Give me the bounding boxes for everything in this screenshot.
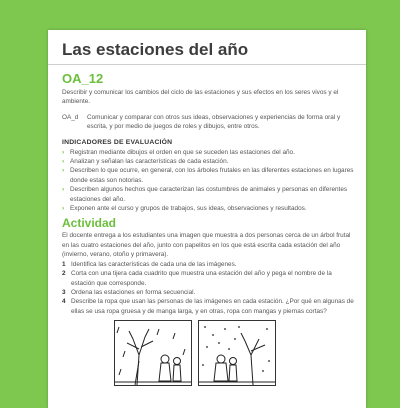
- step-text: Identifica las características de cada una de las imágenes.: [71, 260, 237, 268]
- oa-description: Describir y comunicar los cambios del ciclo de las estaciones y sus efectos en los seres vivos y el ambiente.: [62, 89, 339, 106]
- step-number: 1: [62, 260, 66, 268]
- oa-d-row: [62, 113, 354, 132]
- indicator-text: Exponen ante el curso y grupos de trabajos, sus ideas, observaciones y resultados.: [70, 205, 307, 213]
- step-item: [62, 269, 354, 288]
- chevron-right-icon: ›: [62, 167, 65, 175]
- activity-intro: El docente entrega a los estudiantes una imagen que muestra a dos personas cerca de un árbol frutal en las cuatro estaciones del año, junto con papelitos en los que está escrita cada estación del año (invierno, verano, otoño y primavera).: [62, 232, 351, 259]
- oa-d-code: OA_d: [62, 113, 79, 121]
- indicator-item: [62, 157, 354, 166]
- chevron-right-icon: ›: [62, 148, 65, 156]
- chevron-right-icon: ›: [62, 186, 65, 194]
- step-text: Corta con una tijera cada cuadrito que muestra una estación del año y pega el nombre de la estación que corresponde.: [71, 270, 332, 287]
- step-item: [62, 297, 354, 316]
- indicator-item: [62, 148, 354, 157]
- bare-tree-rain-icon: [115, 321, 191, 385]
- chevron-right-icon: ›: [62, 158, 65, 166]
- page-title: Las estaciones del año: [62, 40, 249, 59]
- step-item: [62, 288, 354, 297]
- snow-illustration: [198, 320, 276, 386]
- activity-steps: [62, 260, 354, 316]
- oa-d-text: Comunicar y comparar con otros sus ideas, observaciones y experiencias de forma oral y escrita, y por medio de juegos de roles y dibujos, entre otros.: [87, 113, 341, 131]
- step-item: [62, 260, 354, 269]
- winter-illustration: [114, 320, 192, 386]
- chevron-right-icon: ›: [62, 205, 65, 213]
- indicators-list: [62, 148, 354, 214]
- step-text: Ordena las estaciones en forma secuencial.: [71, 288, 196, 296]
- indicator-item: [62, 166, 354, 185]
- step-text: Describe la ropa que usan las personas de las imágenes en cada estación. ¿Por qué en algunas de ellas se usa ropa gruesa y de manga larga, y en otras, ropa con mangas y piernas cortas?: [71, 298, 354, 315]
- indicator-text: Registran mediante dibujos el orden en que se suceden las estaciones del año.: [70, 148, 295, 156]
- indicator-item: [62, 204, 354, 213]
- title-divider: [48, 64, 366, 65]
- step-number: 2: [62, 270, 66, 278]
- snow-tree-icon: [199, 321, 275, 385]
- oa-code: OA_12: [62, 71, 104, 86]
- season-images: [114, 320, 354, 386]
- indicator-text: Describen lo que ocurre, en general, con los árboles frutales en las diferentes estaciones en lugares donde estas son notorias.: [70, 167, 354, 184]
- step-number: 3: [62, 288, 66, 296]
- indicators-heading: INDICADORES DE EVALUACIÓN: [62, 138, 173, 146]
- indicator-text: Describen algunos hechos que caracterizan las costumbres de animales y personas en diferentes estaciones del año.: [70, 186, 348, 203]
- indicator-item: [62, 185, 354, 204]
- activity-title: Actividad: [62, 216, 117, 231]
- indicator-text: Analizan y señalan las características de cada estación.: [70, 158, 229, 166]
- worksheet-page: [48, 30, 366, 408]
- step-number: 4: [62, 298, 66, 306]
